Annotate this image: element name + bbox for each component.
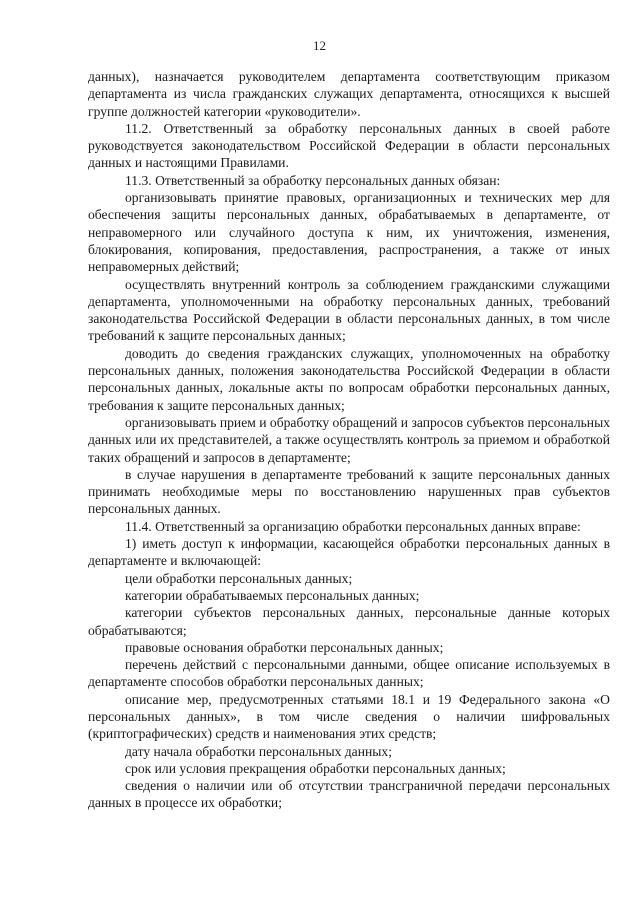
paragraph: категории субъектов персональных данных, персональные данные которых обрабатываются; xyxy=(88,605,610,638)
page-number: 12 xyxy=(313,38,326,53)
paragraph: доводить до сведения гражданских служащих, уполномоченных на обработку персональных данных, положения законодательства Российской Федерации в области персональных данных, локальные акты по вопросам обработки персональных данных, требования к защите персональных данных; xyxy=(88,345,610,413)
paragraph: перечень действий с персональными данными, общее описание используемых в департаменте способов обработки персональных данных; xyxy=(88,657,610,690)
paragraph: срок или условия прекращения обработки персональных данных; xyxy=(125,760,506,776)
paragraph: категории обрабатываемых персональных данных; xyxy=(125,587,420,603)
paragraph: дату начала обработки персональных данных; xyxy=(125,743,392,759)
document-body xyxy=(88,68,610,812)
paragraph: описание мер, предусмотренных статьями 18.1 и 19 Федерального закона «О персональных данных», в том числе сведения о наличии шифровальных (криптографических) средств и наименования этих средств; xyxy=(88,691,610,742)
paragraph: 1) иметь доступ к информации, касающейся обработки персональных данных в департаменте и включающей: xyxy=(88,536,610,569)
paragraph: организовывать прием и обработку обращений и запросов субъектов персональных данных или их представителей, а также осуществлять контроль за приемом и обработкой таких обращений и запросов в департаменте; xyxy=(88,414,611,465)
paragraph: 11.3. Ответственный за обработку персональных данных обязан: xyxy=(125,172,501,188)
paragraph: в случае нарушения в департаменте требований к защите персональных данных принимать необходимые меры по восстановлению нарушенных прав субъектов персональных данных. xyxy=(88,466,610,517)
paragraph: 11.2. Ответственный за обработку персональных данных в своей работе руководствуется законодательством Российской Федерации в области персональных данных и настоящими Правилами. xyxy=(88,120,610,171)
paragraph: 11.4. Ответственный за организацию обработки персональных данных вправе: xyxy=(125,518,581,534)
paragraph: правовые основания обработки персональных данных; xyxy=(125,639,444,655)
paragraph: осуществлять внутренний контроль за соблюдением гражданскими служащими департамента, уполномоченными на обработку персональных данных, требований законодательства Российской Федерации в области персональных данных, в том числе требований к защите персональных данных; xyxy=(88,276,610,344)
paragraph: организовывать принятие правовых, организационных и технических мер для обеспечения защиты персональных данных, обрабатываемых в департаменте, от неправомерного или случайного доступа к ним, их уничтожения, изменения, блокирования, копирования, предоставления, распространения, а также от иных неправомерных действий; xyxy=(88,190,610,275)
paragraph: цели обработки персональных данных; xyxy=(125,570,353,586)
paragraph: данных), назначается руководителем департамента соответствующим приказом департамента из числа гражданских служащих департамента, относящихся к высшей группе должностей категории «руководители». xyxy=(88,69,610,119)
paragraph: сведения о наличии или об отсутствии трансграничной передачи персональных данных в процессе их обработки; xyxy=(88,778,610,811)
